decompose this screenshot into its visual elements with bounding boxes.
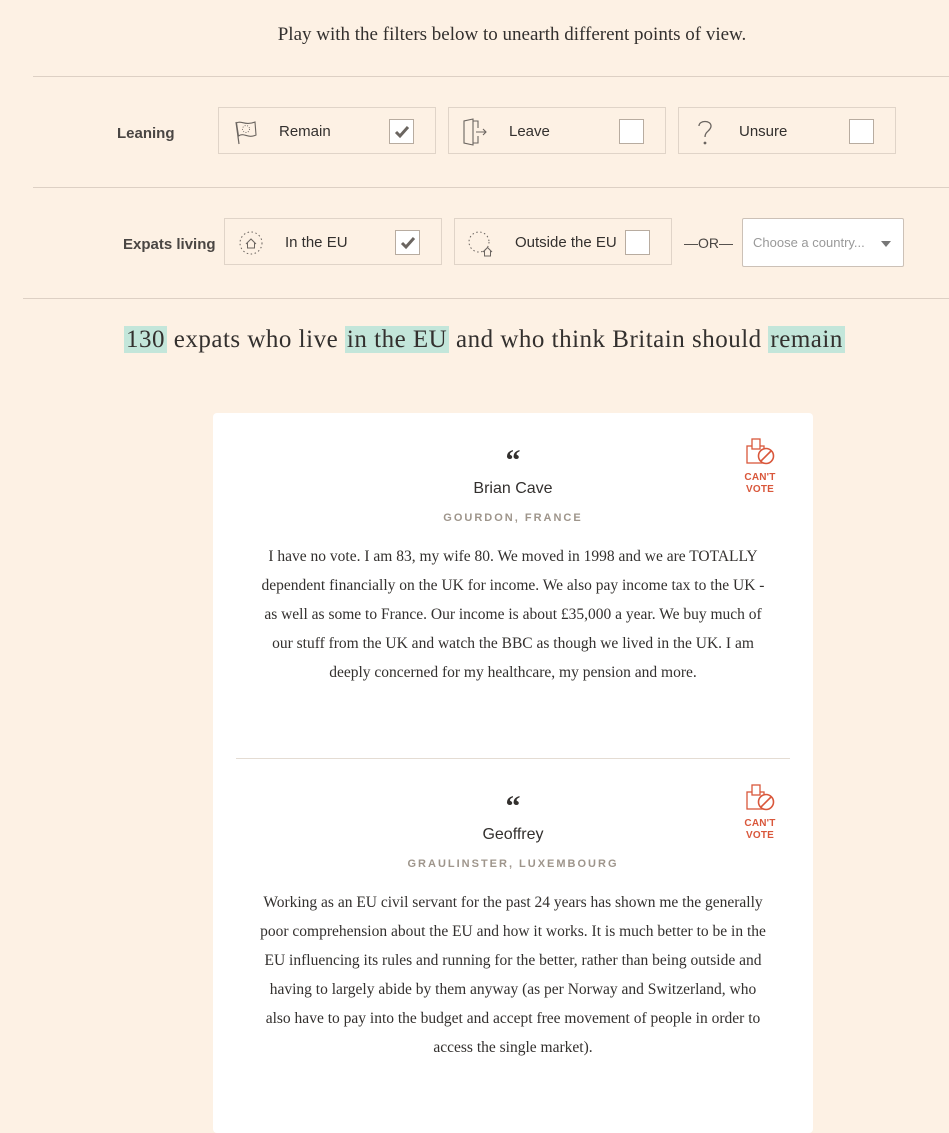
filter-unsure-label: Unsure [739,123,788,140]
divider-bottom [23,298,949,299]
filter-remain-label: Remain [279,123,331,140]
cant-vote-badge [737,437,783,496]
filter-remain[interactable] [218,107,436,154]
check-icon [400,236,416,250]
commenter-name: Brian Cave [473,480,553,497]
outside-eu-icon [467,229,495,257]
question-mark-icon [691,118,719,146]
quote-icon: “ [505,444,521,477]
comment-divider [236,758,790,759]
filter-outside-eu[interactable] [454,218,672,265]
filter-in-eu-label: In the EU [285,234,348,251]
commenter-name: Geoffrey [482,826,544,843]
headline-leaning: remain [770,326,843,353]
unsure-checkbox[interactable] [849,119,874,144]
or-separator: —OR— [684,235,733,251]
filter-leave-label: Leave [509,123,550,140]
quote-icon: “ [505,790,521,823]
filter-leave[interactable] [448,107,666,154]
leave-checkbox[interactable] [619,119,644,144]
chevron-down-icon [881,241,891,247]
cant-vote-badge [737,783,783,842]
headline-place: in the EU [346,326,448,353]
check-icon [394,125,410,139]
filter-unsure[interactable] [678,107,896,154]
remain-checkbox[interactable] [389,119,414,144]
comments-card [213,413,813,1133]
expats-label: Expats living [123,236,216,253]
in-eu-checkbox[interactable] [395,230,420,255]
eu-home-icon [237,229,265,257]
intro-text: Play with the filters below to unearth different points of view. [277,24,747,45]
comment-text: I have no vote. I am 83, my wife 80. We moved in 1998 and we are TOTALLY dependent financially on the UK for income. We also pay income tax to the UK - as well as some to France. Our income is about £35,000 a year. We buy much of our stuff from the UK and watch the BBC as though we lived in the UK. I am deeply concerned for my healthcare, my pension and more. [261,548,765,681]
headline-count: 130 [126,326,165,353]
cant-vote-line2: VOTE [745,484,775,495]
divider-top [33,76,949,77]
country-select-placeholder: Choose a country... [753,235,865,250]
headline-part1: expats who live [173,326,339,353]
filter-outside-eu-label: Outside the EU [515,234,617,251]
country-select[interactable] [742,218,904,267]
headline-part2: and who think Britain should [456,326,762,353]
results-headline [124,326,845,354]
cant-vote-line1: CAN'T [744,472,776,483]
commenter-location: GRAULINSTER, LUXEMBOURG [407,858,619,870]
leaning-label: Leaning [117,125,175,142]
eu-flag-icon [231,118,259,146]
commenter-location: GOURDON, FRANCE [443,512,583,524]
outside-eu-checkbox[interactable] [625,230,650,255]
cant-vote-line1: CAN'T [744,818,776,829]
divider-middle [33,187,949,188]
cant-vote-icon [743,783,777,813]
comment-text: Working as an EU civil servant for the past 24 years has shown me the generally poor comprehension about the EU and how it works. It is much better to be in the EU influencing its rules and running for the better, rather than being outside and having to largely abide by them anyway (as per Norway and Switzerland, who also have to pay into the budget and accept free movement of people in order to access the single market). [260,894,766,1056]
cant-vote-line2: VOTE [745,830,775,841]
cant-vote-icon [743,437,777,467]
filter-in-eu[interactable] [224,218,442,265]
exit-door-icon [461,118,489,146]
